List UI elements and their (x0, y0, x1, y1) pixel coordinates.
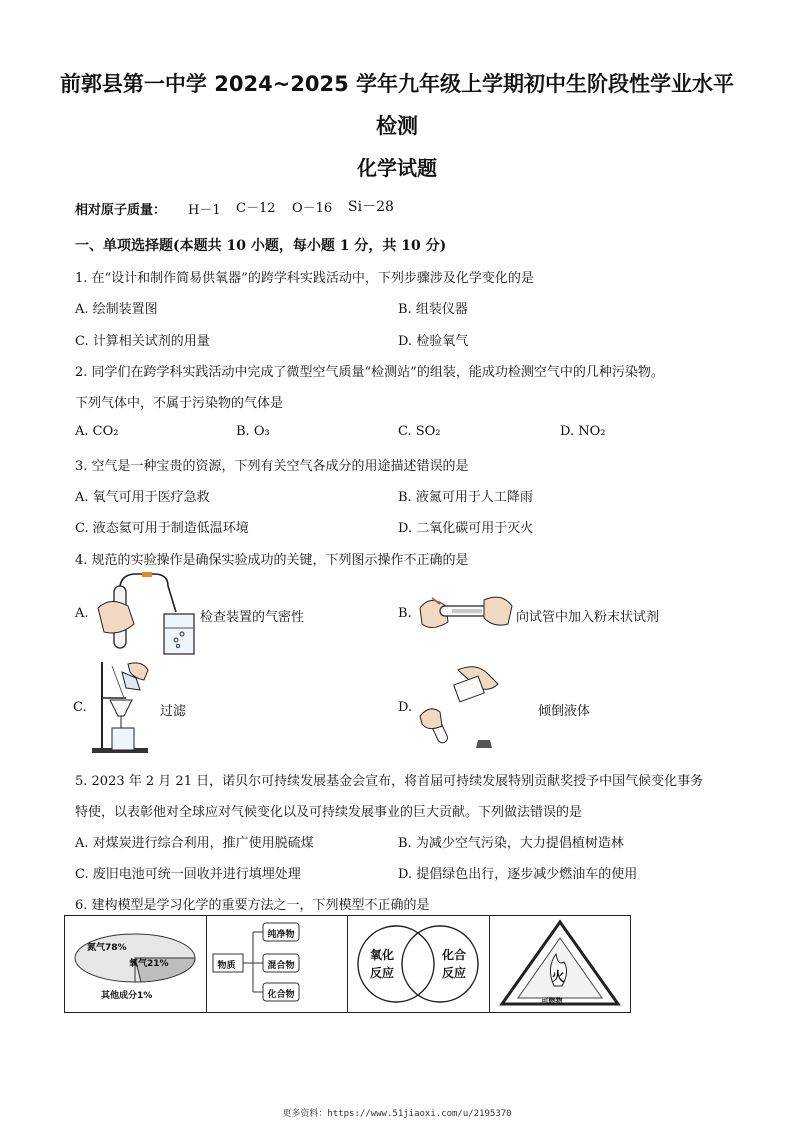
venn-right-1: 化合 (442, 948, 467, 962)
q6-model-d (490, 916, 631, 1012)
fire-center-label: 火 (551, 970, 565, 985)
q4-option-d-letter: D. (398, 700, 413, 715)
section-heading: 一、单项选择题(本题共 10 小题，每小题 1 分，共 10 分) (75, 238, 447, 254)
atomic-mass-si: Si－28 (348, 199, 394, 215)
q5-option-d: D. 提倡绿色出行，逐步减少燃油车的使用 (398, 867, 638, 882)
atomic-mass-c: C－12 (236, 201, 276, 216)
tree-item-compound: 化合物 (267, 990, 295, 1000)
q2-option-d: D. NO₂ (560, 424, 606, 439)
q6-model-table (64, 915, 631, 1013)
q4-stem: 4. 规范的实验操作是确保实验成功的关键，下列图示操作不正确的是 (75, 553, 469, 568)
q3-option-d: D. 二氧化碳可用于灭火 (398, 521, 534, 536)
fire-bottom-label: 可燃物 (541, 997, 563, 1005)
powder-tube-figure (418, 588, 514, 636)
tree-root: 物质 (217, 961, 236, 971)
tree-item-pure: 纯净物 (267, 930, 295, 940)
exam-title-line1: 前郭县第一中学 2024~2025 学年九年级上学期初中生阶段性学业水平 (59, 72, 735, 96)
atomic-mass-h: H－1 (188, 203, 221, 218)
q2-stem-line2: 下列气体中，不属于污染物的气体是 (75, 396, 284, 411)
venn-left-1: 氧化 (370, 948, 395, 962)
q2-option-c: C. SO₂ (398, 424, 441, 439)
tree-item-mixture: 混合物 (267, 961, 295, 971)
q1-option-d: D. 检验氧气 (398, 334, 469, 349)
q4-option-a-text: 检查装置的气密性 (200, 610, 305, 625)
q3-option-b: B. 液氮可用于人工降雨 (398, 490, 533, 505)
q5-stem-line2: 特使，以表彰他对全球应对气候变化以及可持续发展事业的巨大贡献。下列做法错误的是 (75, 805, 583, 820)
q5-option-b: B. 为减少空气污染，大力提倡植树造林 (398, 836, 624, 851)
q3-option-a: A. 氧气可用于医疗急救 (75, 490, 210, 505)
q6-model-c (348, 916, 490, 1012)
q4-option-b-letter: B. (398, 606, 412, 621)
q5-option-a: A. 对煤炭进行综合利用，推广使用脱硫煤 (75, 836, 314, 851)
pie-label-oxygen: 氧气21% (129, 959, 169, 969)
q3-option-c: C. 液态氦可用于制造低温环境 (75, 521, 249, 536)
footer-link[interactable]: 更多资料：https://www.51jiaoxi.com/u/2195370 (282, 1109, 512, 1119)
atomic-mass-o: O－16 (292, 201, 333, 216)
q2-option-a: A. CO₂ (75, 424, 119, 439)
q4-option-a-letter: A. (75, 606, 89, 621)
venn-left-2: 反应 (370, 966, 395, 980)
q6-model-a (65, 916, 207, 1012)
q1-option-b: B. 组装仪器 (398, 302, 468, 317)
airtight-check-figure (92, 572, 202, 656)
q6-model-b (207, 916, 349, 1012)
pour-liquid-figure (418, 664, 518, 750)
q1-option-c: C. 计算相关试剂的用量 (75, 334, 210, 349)
q2-stem-line1: 2. 同学们在跨学科实践活动中完成了微型空气质量“检测站”的组装，能成功检测空气中的几种污染物。 (75, 365, 664, 380)
exam-title-line2: 检测 (376, 114, 418, 138)
venn-right-2: 反应 (442, 966, 467, 980)
atomic-mass-label: 相对原子质量： (75, 203, 167, 218)
q4-option-d-text: 倾倒液体 (538, 704, 591, 719)
q5-stem-line1: 5. 2023 年 2 月 21 日，诺贝尔可持续发展基金会宣布，将首届可持续发展特别贡献奖授予中国气候变化事务 (75, 774, 704, 789)
q1-stem: 1. 在“设计和制作简易供氧器”的跨学科实践活动中，下列步骤涉及化学变化的是 (75, 271, 534, 286)
q4-option-c-text: 过滤 (160, 704, 187, 719)
q1-option-a: A. 绘制装置图 (75, 302, 158, 317)
q2-option-b: B. O₃ (236, 424, 270, 439)
exam-subject: 化学试题 (357, 156, 437, 180)
q5-option-c: C. 废旧电池可统一回收并进行填埋处理 (75, 867, 301, 882)
q4-option-c-letter: C. (73, 700, 87, 715)
q3-stem: 3. 空气是一种宝贵的资源，下列有关空气各成分的用途描述错误的是 (75, 459, 469, 474)
pie-label-nitrogen: 氮气78% (87, 943, 127, 953)
pie-label-other: 其他成分1% (101, 991, 153, 1001)
q4-option-b-text: 向试管中加入粉末状试剂 (516, 610, 660, 625)
filtration-figure (86, 658, 154, 754)
q6-stem: 6. 建构模型是学习化学的重要方法之一，下列模型不正确的是 (75, 898, 430, 913)
